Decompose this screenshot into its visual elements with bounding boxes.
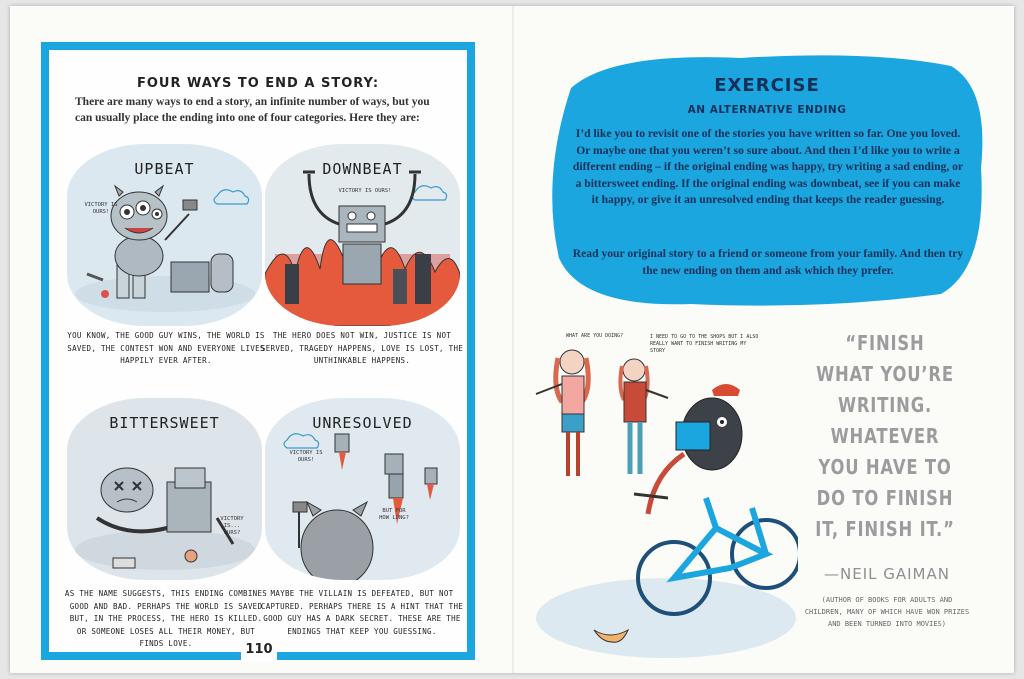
book-gutter — [512, 6, 514, 673]
left-page-frame — [41, 42, 475, 660]
speech-bubble: VICTORY IS OURS! — [84, 202, 118, 215]
exercise-title: EXERCISE — [714, 75, 820, 96]
exercise-subtitle: AN ALTERNATIVE ENDING — [687, 104, 847, 116]
intro-paragraph: There are many ways to end a story, an infinite number of ways, but you can usually place the ending into one of four categories. Here they are: — [75, 96, 430, 124]
panel-upbeat — [67, 144, 262, 326]
caption-bittersweet: AS THE NAME SUGGESTS, THIS ENDING COMBINES GOOD AND BAD. PERHAPS THE WORLD IS SAVED BUT, IN THE PROCESS, THE HERO IS KILLED. OR SOMEONE LOSES ALL THEIR MONEY, BUT FINDS LOVE. — [64, 589, 268, 648]
caption-downbeat: THE HERO DOES NOT WIN, JUSTICE IS NOT SERVED, TRAGEDY HAPPENS, LOVE IS LOST, THE UNTHINKABLE HAPPENS. — [260, 331, 464, 365]
speech-bubble-girl: WHAT ARE YOU DOING? — [566, 333, 624, 339]
exercise-paragraph-2: Read your original story to a friend or someone from your family. And then try the new ending on them and ask which they prefer. — [572, 247, 964, 277]
caption-unresolved: MAYBE THE VILLAIN IS DEFEATED, BUT NOT CAPTURED. PERHAPS THERE IS A HINT THAT THE GOOD GUY HAS A DARK SECRET. THESE ARE THE ENDINGS THAT KEEP YOU GUESSING. — [260, 589, 464, 636]
speech-bubble-monster: I NEED TO GO TO THE SHOPS BUT I ALSO REALLY WANT TO FINISH WRITING MY STORY — [650, 334, 759, 354]
quote-author: —NEIL GAIMAN — [824, 565, 950, 583]
speech-bubble: BUT FOR HOW LONG? — [379, 508, 409, 521]
speech-bubble: VICTORY IS... OURS? — [220, 516, 244, 536]
speech-bubble: VICTORY IS OURS! — [289, 450, 323, 463]
page-number: 110 — [241, 638, 277, 662]
panel-heading: BITTERSWEET — [109, 414, 220, 432]
panel-unresolved — [265, 398, 460, 580]
caption-upbeat: YOU KNOW, THE GOOD GUY WINS, THE WORLD IS SAVED, THE CONTEST WON AND EVERYONE LIVES HAPPILY EVER AFTER. — [67, 331, 265, 365]
panel-heading: DOWNBEAT — [322, 160, 403, 178]
exercise-paragraph-1: I’d like you to revisit one of the stories you have written so far. One you loved. Or maybe one that you weren’t so sure about. And then I’d like you to write a different ending – if the original ending was happy, try writing a sad ending, or a bittersweet ending. If the original ending was downbeat, see if you can make it happy, or give it an unresolved ending that keeps the reader guessing. — [572, 127, 964, 207]
panel-downbeat — [265, 144, 460, 326]
page-title: FOUR WAYS TO END A STORY: — [136, 76, 380, 91]
author-bio: (AUTHOR OF BOOKS FOR ADULTS AND CHILDREN, MANY OF WHICH HAVE WON PRIZES AND BEEN TURNED INTO MOVIES) — [804, 596, 970, 628]
panel-bittersweet — [67, 398, 262, 580]
panel-heading: UPBEAT — [134, 160, 195, 178]
bike-illustration — [516, 318, 798, 664]
panel-heading: UNRESOLVED — [312, 414, 413, 432]
speech-bubble: VICTORY IS OURS! — [338, 188, 392, 194]
pull-quote: “FINISH WHAT YOU’RE WRITING. WHATEVER YOU HAVE TO DO TO FINISH IT, FINISH IT.” — [815, 331, 955, 541]
